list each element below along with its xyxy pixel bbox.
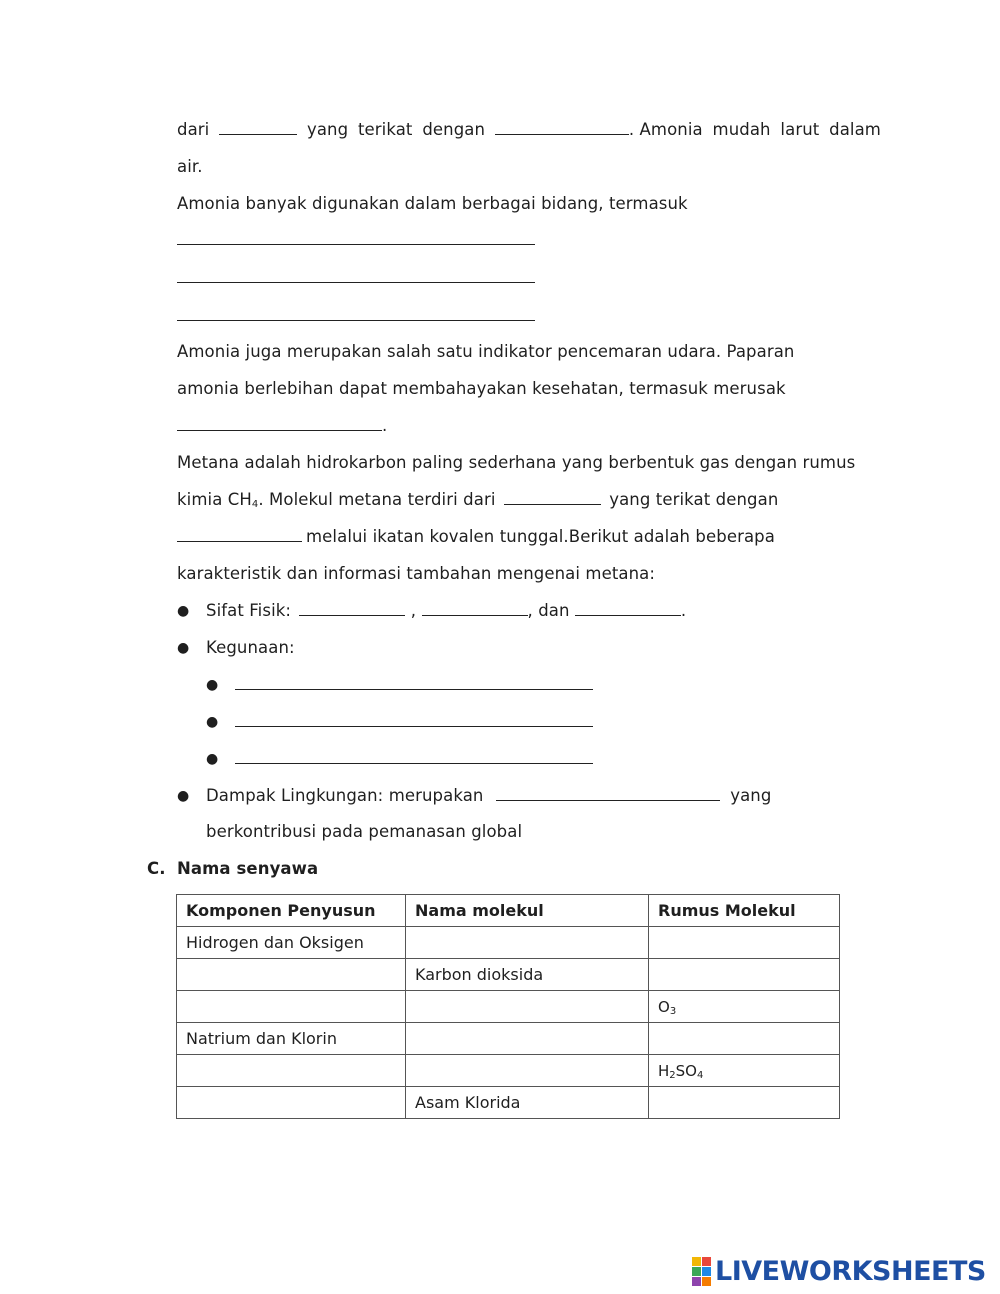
table-cell-input[interactable] [406,1055,649,1087]
answer-blank[interactable] [496,786,720,801]
table-cell-formula [649,991,840,1023]
paragraph-metana-line1: Metana adalah hidrokarbon paling sederhana yang berbentuk gas dengan rumus [177,453,856,472]
text: yang [306,120,349,139]
paragraph-pollution-line2: amonia berlebihan dapat membahayakan kesehatan, termasuk merusak [177,379,786,398]
table-cell-input[interactable] [649,959,840,991]
table-header: Nama molekul [406,895,649,927]
table-row [177,1087,840,1119]
text: Sifat Fisik: [206,601,292,620]
compound-table [176,894,840,1119]
logo-square [692,1257,701,1266]
table-row [177,959,840,991]
table-row [177,1023,840,1055]
table-cell-input[interactable] [177,959,406,991]
text: yang [730,786,772,805]
table-row [177,991,840,1023]
answer-line[interactable] [177,306,535,326]
text: terikat [357,120,413,139]
logo-text: LIVEWORKSHEETS [715,1256,986,1287]
section-letter: C. [147,859,166,878]
logo-square [702,1257,711,1266]
text: melalui ikatan kovalen tunggal.Berikut adalah beberapa [306,527,775,546]
table-cell-input[interactable] [406,1023,649,1055]
subscript: 3 [669,1005,677,1017]
table-cell-input[interactable] [649,927,840,959]
paragraph-metana-line3 [177,527,775,547]
bullet-icon: ● [177,603,190,619]
logo-square [692,1267,701,1276]
bullet-icon: ● [177,788,190,804]
answer-line[interactable] [235,749,593,769]
text: kimia CH [177,490,252,509]
answer-line[interactable] [177,268,535,288]
table-header-row [177,895,840,927]
text: . Molekul metana terdiri dari [258,490,496,509]
section-title: Nama senyawa [177,859,319,878]
bullet-sifat-fisik [206,601,686,621]
logo-square [692,1277,701,1286]
bullet-kegunaan: Kegunaan: [206,638,295,657]
text: . [382,416,388,435]
answer-blank[interactable] [299,601,405,616]
table-cell-input[interactable] [406,927,649,959]
bullet-dampak [206,786,771,806]
paragraph-metana-line4: karakteristik dan informasi tambahan mengenai metana: [177,564,656,583]
answer-blank[interactable] [177,527,302,542]
bullet-icon: ● [206,714,219,730]
bullet-icon: ● [206,751,219,767]
paragraph-amonia-line1 [177,120,881,140]
table-header: Rumus Molekul [649,895,840,927]
paragraph-metana-line2 [177,490,778,510]
answer-blank[interactable] [575,601,681,616]
text: mudah [712,120,771,139]
table-header: Komponen Penyusun [177,895,406,927]
paragraph-amonia-uses: Amonia banyak digunakan dalam berbagai bidang, termasuk [177,194,688,213]
table-cell: Karbon dioksida [406,959,649,991]
logo-mark-icon [692,1257,711,1286]
text: . [680,601,687,620]
table-cell-input[interactable] [177,1055,406,1087]
subscript: 2 [669,1069,676,1081]
text: , [410,601,417,620]
paragraph-pollution-line3 [177,416,387,436]
subscript: 4 [251,499,259,510]
subscript: 4 [696,1069,704,1081]
text: dengan [422,120,486,139]
table-cell-input[interactable] [177,1087,406,1119]
formula-text: O [658,997,670,1016]
answer-blank[interactable] [504,490,601,505]
answer-line[interactable] [235,712,593,732]
text: . Amonia [628,120,703,139]
answer-blank[interactable] [219,120,297,135]
blank-with-text [495,120,703,140]
answer-blank[interactable] [422,601,528,616]
table-cell: Asam Klorida [406,1087,649,1119]
formula-text: SO [675,1061,697,1080]
table-row [177,1055,840,1087]
formula-text: H [658,1061,670,1080]
text: larut [780,120,820,139]
answer-blank[interactable] [177,416,382,431]
text: dalam [829,120,881,139]
bullet-icon: ● [206,677,219,693]
paragraph-amonia-line2: air. [177,157,203,176]
table-cell-input[interactable] [406,991,649,1023]
text: yang terikat dengan [609,490,779,509]
paragraph-pollution-line1: Amonia juga merupakan salah satu indikator pencemaran udara. Paparan [177,342,795,361]
table-cell: Natrium dan Klorin [177,1023,406,1055]
bullet-icon: ● [177,640,190,656]
liveworksheets-logo [692,1256,986,1287]
table-cell-input[interactable] [649,1023,840,1055]
bullet-dampak-line2: berkontribusi pada pemanasan global [206,822,523,841]
answer-line[interactable] [235,675,593,695]
table-cell-formula [649,1055,840,1087]
text: , dan [527,601,570,620]
answer-blank[interactable] [495,120,629,135]
text: dari [177,120,210,139]
table-cell-input[interactable] [177,991,406,1023]
logo-square [702,1267,711,1276]
table-cell: Hidrogen dan Oksigen [177,927,406,959]
text: Dampak Lingkungan: merupakan [206,786,484,805]
table-row [177,927,840,959]
logo-square [702,1277,711,1286]
answer-line[interactable] [177,230,535,250]
table-cell-input[interactable] [649,1087,840,1119]
